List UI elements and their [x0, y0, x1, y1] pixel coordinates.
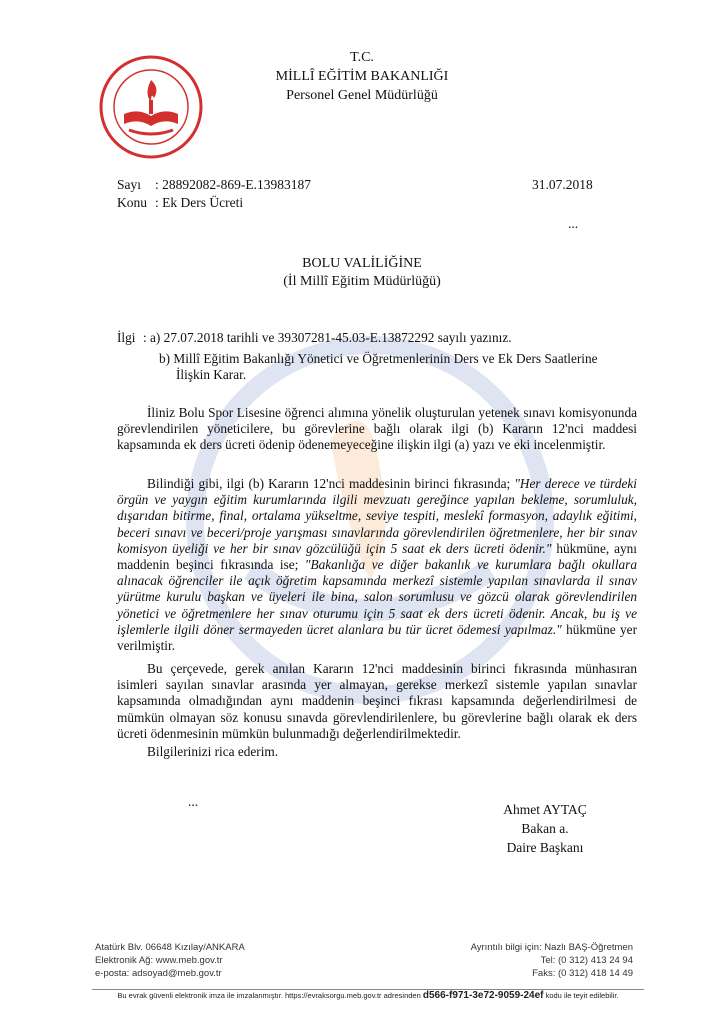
p2-text-b: hükmüne, aynı maddenin beşinci fıkrasında ise; — [117, 540, 637, 573]
verify-suffix: kodu ile teyit edilebilir. — [545, 991, 619, 1000]
p2-quote-2: "Bakanlığa ve diğer bakanlık ve kurumlara bağlı okullara alınacak öğrenciler ile açık öğretim kapsamında merkezî sistemle yapılan sınavlarda il sınav yürütme kurulu başkan ve üyeleri ile bina, salon sorumlusu ve gözcü olarak görevlendirilen yönetici ve öğretmenlere her sınav oturumu için 5 saat ek ders ücreti ödenir. Ancak, bu iş ve işlemlerle ilgili döner sermayeden ücret alanlara bu tür ücret ödemesi yapılmaz." — [117, 557, 637, 637]
footer-address: Atatürk Blv. 06648 Kızılay/ANKARA — [95, 942, 245, 953]
footer-tel: Tel: (0 312) 413 24 94 — [540, 955, 633, 966]
footer-right — [400, 941, 633, 980]
verify-code: d566-f971-3e72-9059-24ef — [422, 990, 544, 1001]
p2-quote-1: "Her derece ve türdeki örgün ve yaygın eğitim kurumlarında ilgili mevzuatı gereğince yapılan bekleme, sorumluluk, dışarıdan bitirme, final, ortalama yükseltme, seviye tespiti, meslekî formasyon, adaylık eğitimi, beceri sınavı ve beceri/proje yarışması sınavlarında görevlendirilen öğretmenlere, her bir sınav komisyon üyeliği ve her bir sınav gözcülüğü için 5 saat ek ders ücreti ödenir." — [117, 476, 637, 556]
header-ministry: MİLLÎ EĞİTİM BAKANLIĞI — [275, 69, 449, 84]
konu-value: : Ek Ders Ücreti — [155, 195, 244, 210]
document-date: 31.07.2018 — [532, 177, 593, 192]
sayi-label: Sayı — [117, 177, 142, 192]
ilgi-b-line2: İlişkin Karar. — [176, 367, 247, 382]
paragraph-2 — [117, 476, 637, 654]
konu-label: Konu — [117, 195, 147, 210]
signature-ellipsis: ... — [188, 794, 199, 809]
paragraph-1: İliniz Bolu Spor Lisesine öğrenci alımına yönelik oluşturulan yetenek sınavı komisyonunda görevlendirilen yöneticilere, bu görevlerine bağlı olarak ilgi (b) Kararın 12'nci maddesi kapsamında ek ders ücreti ödenip ödenemeyeceğine ilişkin ilgi (a) yazı ve eki incelenmiştir. — [117, 405, 637, 453]
footer-email[interactable]: e-posta: adsoyad@meb.gov.tr — [95, 968, 222, 979]
sayi-value: : 28892082-869-E.13983187 — [155, 177, 311, 192]
p2-text-a: Bilindiği gibi, ilgi (b) Kararın 12'nci maddesinin birinci fıkrasında; — [147, 476, 515, 491]
footer-fax: Faks: (0 312) 418 14 49 — [532, 968, 633, 979]
p2-text-c: hükmüne yer verilmiştir. — [117, 621, 637, 654]
addressee-line1: BOLU VALİLİĞİNE — [302, 256, 422, 271]
signer-title-2: Daire Başkanı — [506, 840, 584, 855]
paragraph-4: Bilgilerinizi rica ederim. — [147, 744, 279, 759]
ilgi-label: İlgi — [117, 330, 136, 345]
footer-web[interactable]: Elektronik Ağ: www.meb.gov.tr — [95, 955, 223, 966]
signer-title-1: Bakan a. — [521, 821, 569, 836]
header-tc: T.C. — [350, 50, 374, 65]
meta-ellipsis: ... — [568, 216, 579, 231]
footer-left — [95, 941, 245, 980]
footer-contact: Ayrıntılı bilgi için: Nazlı BAŞ-Öğretmen — [470, 942, 633, 953]
header-department: Personel Genel Müdürlüğü — [286, 88, 438, 103]
verify-prefix: Bu evrak güvenli elektronik imza ile imzalanmıştır. https://evraksorgu.meb.gov.tr adresinden — [117, 991, 421, 1000]
addressee-line2: (İl Millî Eğitim Müdürlüğü) — [283, 274, 441, 289]
paragraph-3: Bu çerçevede, gerek anılan Kararın 12'nci maddesinin birinci fıkrasında münhasıran isimleri sayılan sınavlar arasında yer almayan, gerekse merkezî sistemle yapılan sınavlar kapsamında olmadığından aynı maddenin beşinci fıkrası kapsamında değerlendirilmesi de mümkün olmayan söz konusu sınavda görevlendirilenlere, bu görevlerine bağlı olarak ek ders ücreti ödenmesinin mümkün bulunmadığı değerlendirilmektedir. — [117, 661, 637, 741]
verification-line — [92, 990, 644, 1001]
signer-name: Ahmet AYTAÇ — [503, 802, 587, 817]
ilgi-a: : a) 27.07.2018 tarihli ve 39307281-45.03-E.13872292 sayılı yazınız. — [143, 330, 512, 345]
ilgi-b-line1: b) Millî Eğitim Bakanlığı Yönetici ve Öğretmenlerinin Ders ve Ek Ders Saatlerine — [159, 351, 598, 366]
